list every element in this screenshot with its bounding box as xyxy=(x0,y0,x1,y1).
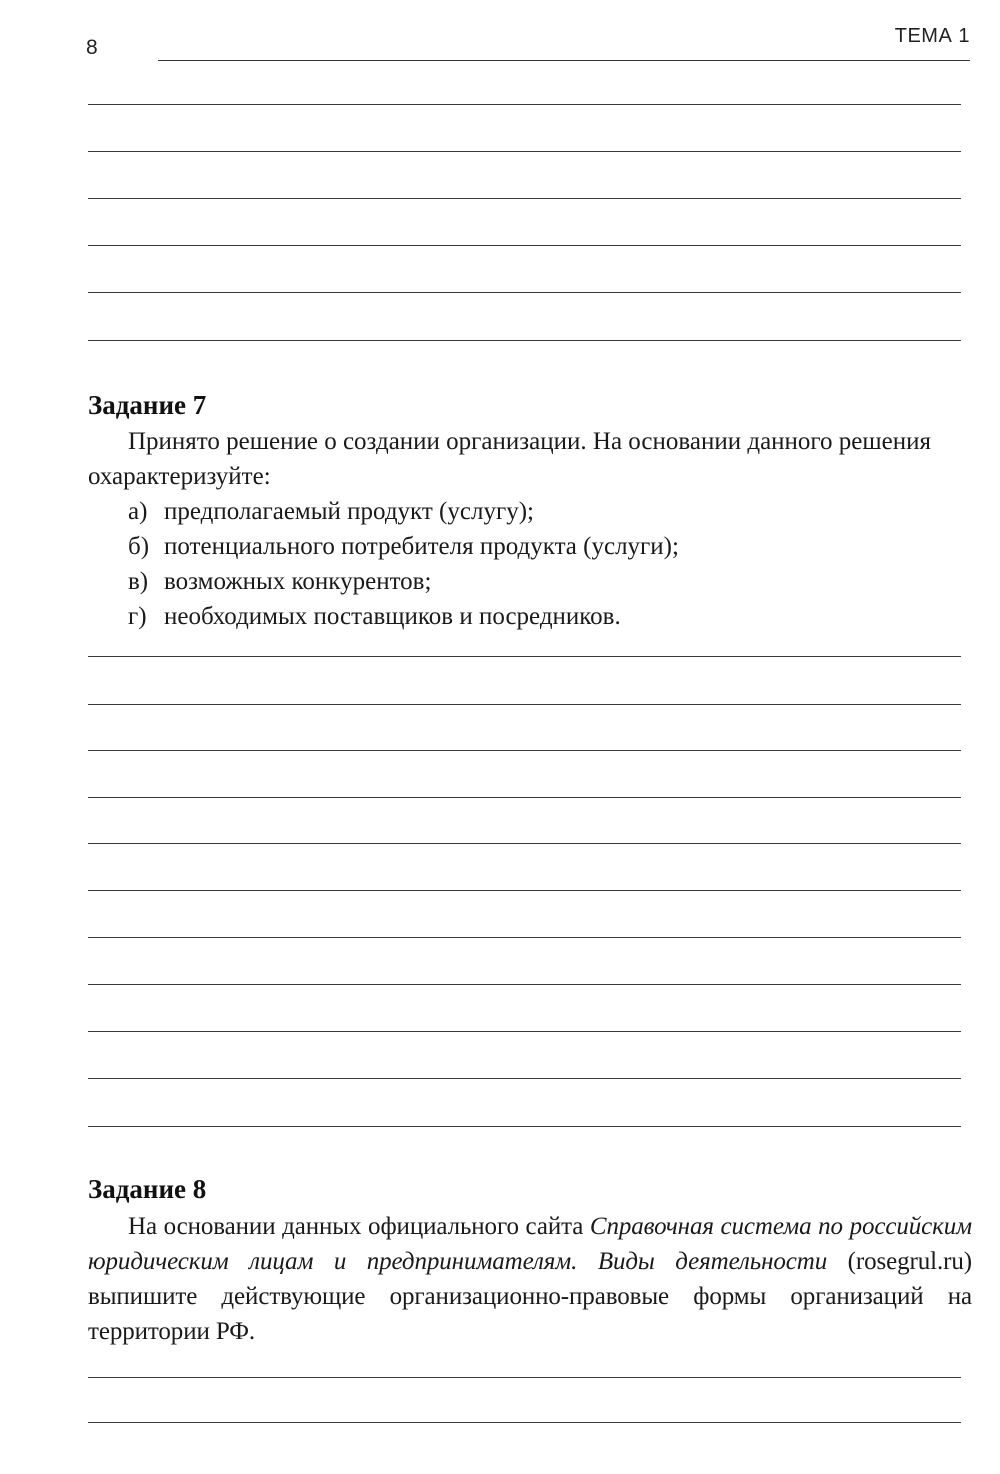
answer-line[interactable] xyxy=(88,198,961,199)
task-8-text xyxy=(88,1209,972,1349)
option-letter: а) xyxy=(128,498,148,525)
header-rule xyxy=(158,60,970,61)
answer-line[interactable] xyxy=(88,984,961,985)
answer-line[interactable] xyxy=(88,1126,961,1127)
answer-line[interactable] xyxy=(88,750,961,751)
list-item xyxy=(88,529,972,564)
answer-line[interactable] xyxy=(88,937,961,938)
answer-line[interactable] xyxy=(88,1422,961,1423)
answer-line[interactable] xyxy=(88,704,961,705)
answer-line[interactable] xyxy=(88,843,961,844)
answer-line[interactable] xyxy=(88,1377,961,1378)
task-7-intro: Принято решение о создании организации. На основании данного решения охарактеризуйте: xyxy=(88,428,932,490)
task-7-heading: Задание 7 xyxy=(88,390,207,420)
list-item xyxy=(88,564,972,599)
option-text: предполагаемый продукт (услугу); xyxy=(164,498,534,525)
running-title: ТЕМА 1 xyxy=(894,25,970,47)
list-item xyxy=(88,599,972,634)
answer-line[interactable] xyxy=(88,245,961,246)
answer-line[interactable] xyxy=(88,797,961,798)
answer-line[interactable] xyxy=(88,656,961,657)
task-7-body xyxy=(88,424,972,634)
option-letter: г) xyxy=(128,603,147,630)
task-7-options xyxy=(88,494,972,634)
task-8-text-after: (rosegrul.ru) выпишите действующие организационно-правовые формы организаций на территории РФ. xyxy=(88,1248,972,1345)
answer-line[interactable] xyxy=(88,340,961,341)
option-text: потенциального потребителя продукта (услуги); xyxy=(164,533,679,560)
answer-line[interactable] xyxy=(88,151,961,152)
task-8-body xyxy=(88,1209,972,1349)
task-8-heading: Задание 8 xyxy=(88,1174,207,1204)
option-letter: б) xyxy=(128,533,150,560)
option-text: возможных конкурентов; xyxy=(164,568,432,595)
answer-line[interactable] xyxy=(88,1078,961,1079)
page-number: 8 xyxy=(86,36,98,59)
answer-line[interactable] xyxy=(88,104,961,105)
task-8-source-title: Справочная система по российским юридическим лицам и предпринимателям. Виды деятельности xyxy=(88,1213,973,1275)
option-letter: в) xyxy=(128,568,149,595)
answer-line[interactable] xyxy=(88,890,961,891)
option-text: необходимых поставщиков и посредников. xyxy=(164,603,621,630)
answer-line[interactable] xyxy=(88,292,961,293)
task-8-text-before: На основании данных официального сайта xyxy=(128,1213,590,1240)
list-item xyxy=(88,494,972,529)
answer-line[interactable] xyxy=(88,1031,961,1032)
